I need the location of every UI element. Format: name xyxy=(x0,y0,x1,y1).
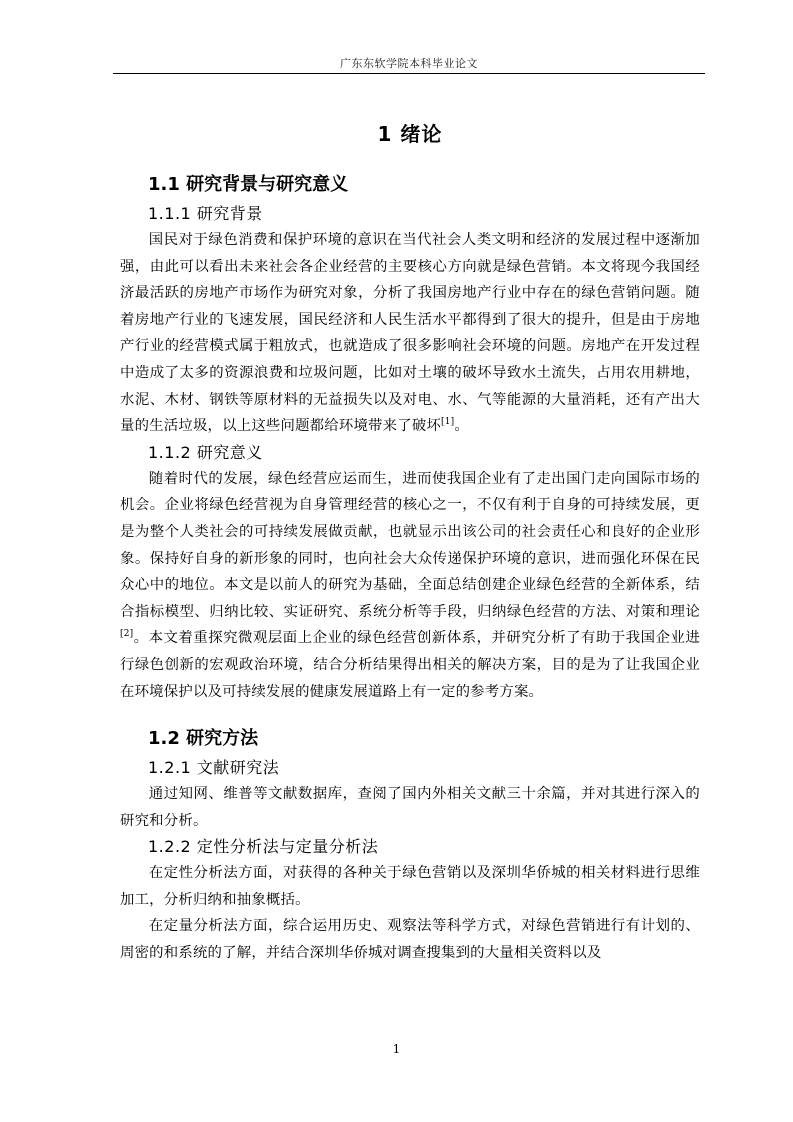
page-body xyxy=(120,112,700,967)
paragraph-quantitative-method: 在定量分析法方面，综合运用历史、观察法等科学方式，对绿色营销进行有计划的、周密的和系统的了解，并结合深圳华侨城对调查搜集到的大量相关资料以及 xyxy=(120,918,700,962)
paragraph-text: 随着时代的发展，绿色经营应运而生，进而使我国企业有了走出国门走向国际市场的机会。企业将绿色经营视为自身管理经营的核心之一，不仅有利于自身的可持续发展，更是为整个人类社会的可持续发展做贡献，也就显示出该公司的社会责任心和良好的企业形象。保持好自身的新形象的同时，也向社会大众传递保护环境的意识，进而强化环保在民众心中的地位。本文是以前人的研究为基础，全面总结创建企业绿色经营的全新体系，结合指标模型、归纳比较、实证研究、系统分析等手段，归纳绿色经营的方法、对策和理论 xyxy=(120,470,700,620)
subsection-heading-1-1-2: 1.1.2 研究意义 xyxy=(148,442,263,462)
paragraph-text-continued: 。本文着重探究微观层面上企业的绿色经营创新体系，并研究分析了有助于我国企业进行绿色创新的宏观政治环境，结合分析结果得出相关的解决方案，目的是为了让我国企业在环境保护以及可持续发展的健康发展道路上有一定的参考方案。 xyxy=(120,630,700,700)
paragraph-literature-method: 通过知网、维普等文献数据库，查阅了国内外相关文献三十余篇，并对其进行深入的研究和分析。 xyxy=(120,786,700,829)
running-header: 广东东软学院本科毕业论文 xyxy=(340,57,478,70)
paragraph-text: 国民对于绿色消费和保护环境的意识在当代社会人类文明和经济的发展过程中逐渐加强，由此可以看出未来社会各企业经营的主要核心方向就是绿色营销。本文将现今我国经济最活跃的房地产市场作为研究对象，分析了我国房地产行业中存在的绿色营销问题。随着房地产行业的飞速发展，国民经济和人民生活水平都得到了很大的提升，但是由于房地产行业的经营模式属于粗放式，也就造成了很多影响社会环境的问题。房地产在开发过程中造成了太多的资源浪费和垃圾问题，比如对土壤的破坏导致水土流失，占用农用耕地，水泥、木材、钢铁等原材料的无益损失以及对电、水、气等能源的大量消耗，还有产出大量的生活垃圾，以上这些问题都给环境带来了破坏 xyxy=(120,232,700,435)
section-heading-1-1: 1.1 研究背景与研究意义 xyxy=(148,174,349,195)
paragraph-research-significance xyxy=(120,466,700,705)
subsection-heading-1-2-1: 1.2.1 文献研究法 xyxy=(148,758,280,778)
citation-ref: [1] xyxy=(441,417,455,428)
paragraph-qualitative-method: 在定性分析法方面，对获得的各种关于绿色营销以及深圳华侨城的相关材料进行思维加工，分析归纳和抽象概括。 xyxy=(120,865,700,908)
citation-ref: [2] xyxy=(120,629,134,640)
header-rule xyxy=(113,73,705,74)
chapter-title: 1 绪论 xyxy=(377,122,443,146)
subsection-heading-1-2-2: 1.2.2 定性分析法与定量分析法 xyxy=(148,837,379,857)
paragraph-research-background xyxy=(120,227,700,440)
section-heading-1-2: 1.2 研究方法 xyxy=(148,728,259,750)
paragraph-tail: 。 xyxy=(454,418,469,435)
subsection-heading-1-1-1: 1.1.1 研究背景 xyxy=(148,204,263,223)
page-number: 1 xyxy=(392,1042,401,1056)
